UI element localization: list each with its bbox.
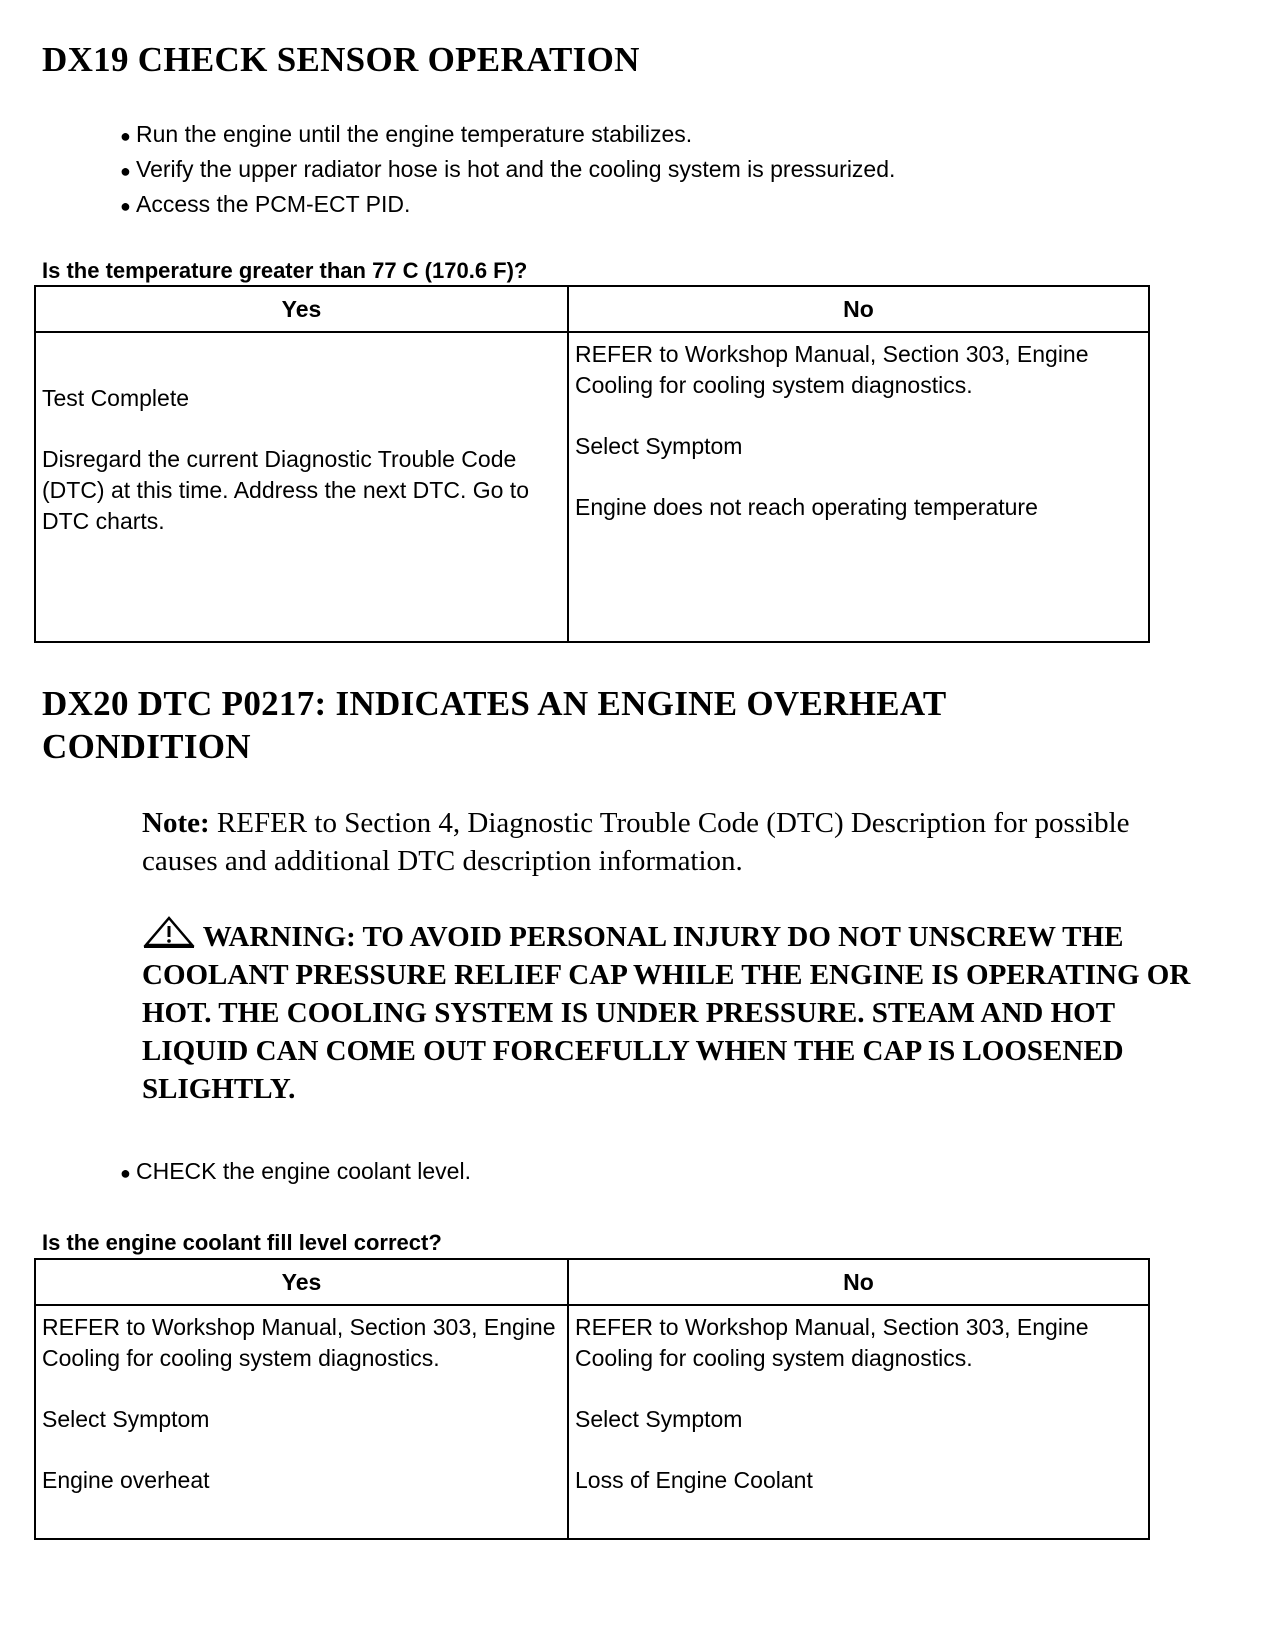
dx20-title: DX20 DTC P0217: INDICATES AN ENGINE OVERHEAT CONDITION [42, 684, 947, 766]
dx20-bullet-list [120, 1155, 471, 1190]
cell-line: Disregard the current Diagnostic Trouble Code (DTC) at this time. Address the next DTC. Go to DTC charts. [42, 446, 529, 534]
cell-line: Test Complete [42, 385, 190, 411]
yes-header: Yes [35, 286, 568, 332]
bullet-icon: ● [120, 161, 131, 181]
list-item: ● Verify the upper radiator hose is hot and the cooling system is pressurized. [120, 153, 895, 188]
dx19-title: DX19 CHECK SENSOR OPERATION [42, 40, 640, 79]
dx20-question: Is the engine coolant fill level correct? [42, 1230, 442, 1255]
cell-line: Select Symptom [42, 1406, 210, 1432]
cell-line: Select Symptom [575, 1406, 743, 1432]
list-item: ● Run the engine until the engine temperature stabilizes. [120, 118, 895, 153]
cell-line: Loss of Engine Coolant [575, 1467, 813, 1493]
list-item: ● Access the PCM-ECT PID. [120, 188, 895, 223]
warning-text: WARNING: TO AVOID PERSONAL INJURY DO NOT UNSCREW THE COOLANT PRESSURE RELIEF CAP WHILE THE ENGINE IS OPERATING OR HOT. THE COOLING SYSTEM IS UNDER PRESSURE. STEAM AND HOT LIQUID CAN COME OUT FORCEFULLY WHEN THE CAP IS LOOSENED SLIGHTLY. [142, 921, 1191, 1105]
no-cell [568, 1305, 1149, 1539]
cell-line: REFER to Workshop Manual, Section 303, Engine Cooling for cooling system diagnostics. [575, 1314, 1089, 1371]
warning-triangle-icon [142, 921, 196, 953]
yes-cell [35, 1305, 568, 1539]
no-header: No [568, 286, 1149, 332]
no-cell [568, 332, 1149, 642]
list-item: ● CHECK the engine coolant level. [120, 1155, 471, 1190]
cell-line: Engine overheat [42, 1467, 210, 1493]
bullet-icon: ● [120, 1163, 131, 1183]
cell-line: REFER to Workshop Manual, Section 303, Engine Cooling for cooling system diagnostics. [42, 1314, 556, 1371]
cell-line: Select Symptom [575, 433, 743, 459]
bullet-icon: ● [120, 196, 131, 216]
cell-line: REFER to Workshop Manual, Section 303, Engine Cooling for cooling system diagnostics. [575, 341, 1089, 398]
bullet-icon: ● [120, 126, 131, 146]
dx19-question: Is the temperature greater than 77 C (170.6 F)? [42, 258, 528, 283]
dx20-yes-no-table [34, 1258, 1150, 1540]
note-label: Note: [142, 807, 210, 839]
dx19-bullet-list [120, 118, 895, 223]
yes-header: Yes [35, 1259, 568, 1305]
dx19-yes-no-table [34, 285, 1150, 643]
no-header: No [568, 1259, 1149, 1305]
yes-cell [35, 332, 568, 642]
cell-line: Engine does not reach operating temperature [575, 494, 1038, 520]
dx20-warning [142, 916, 1222, 1108]
note-text: REFER to Section 4, Diagnostic Trouble Code (DTC) Description for possible causes and additional DTC description information. [142, 807, 1130, 877]
dx20-note [142, 804, 1162, 880]
